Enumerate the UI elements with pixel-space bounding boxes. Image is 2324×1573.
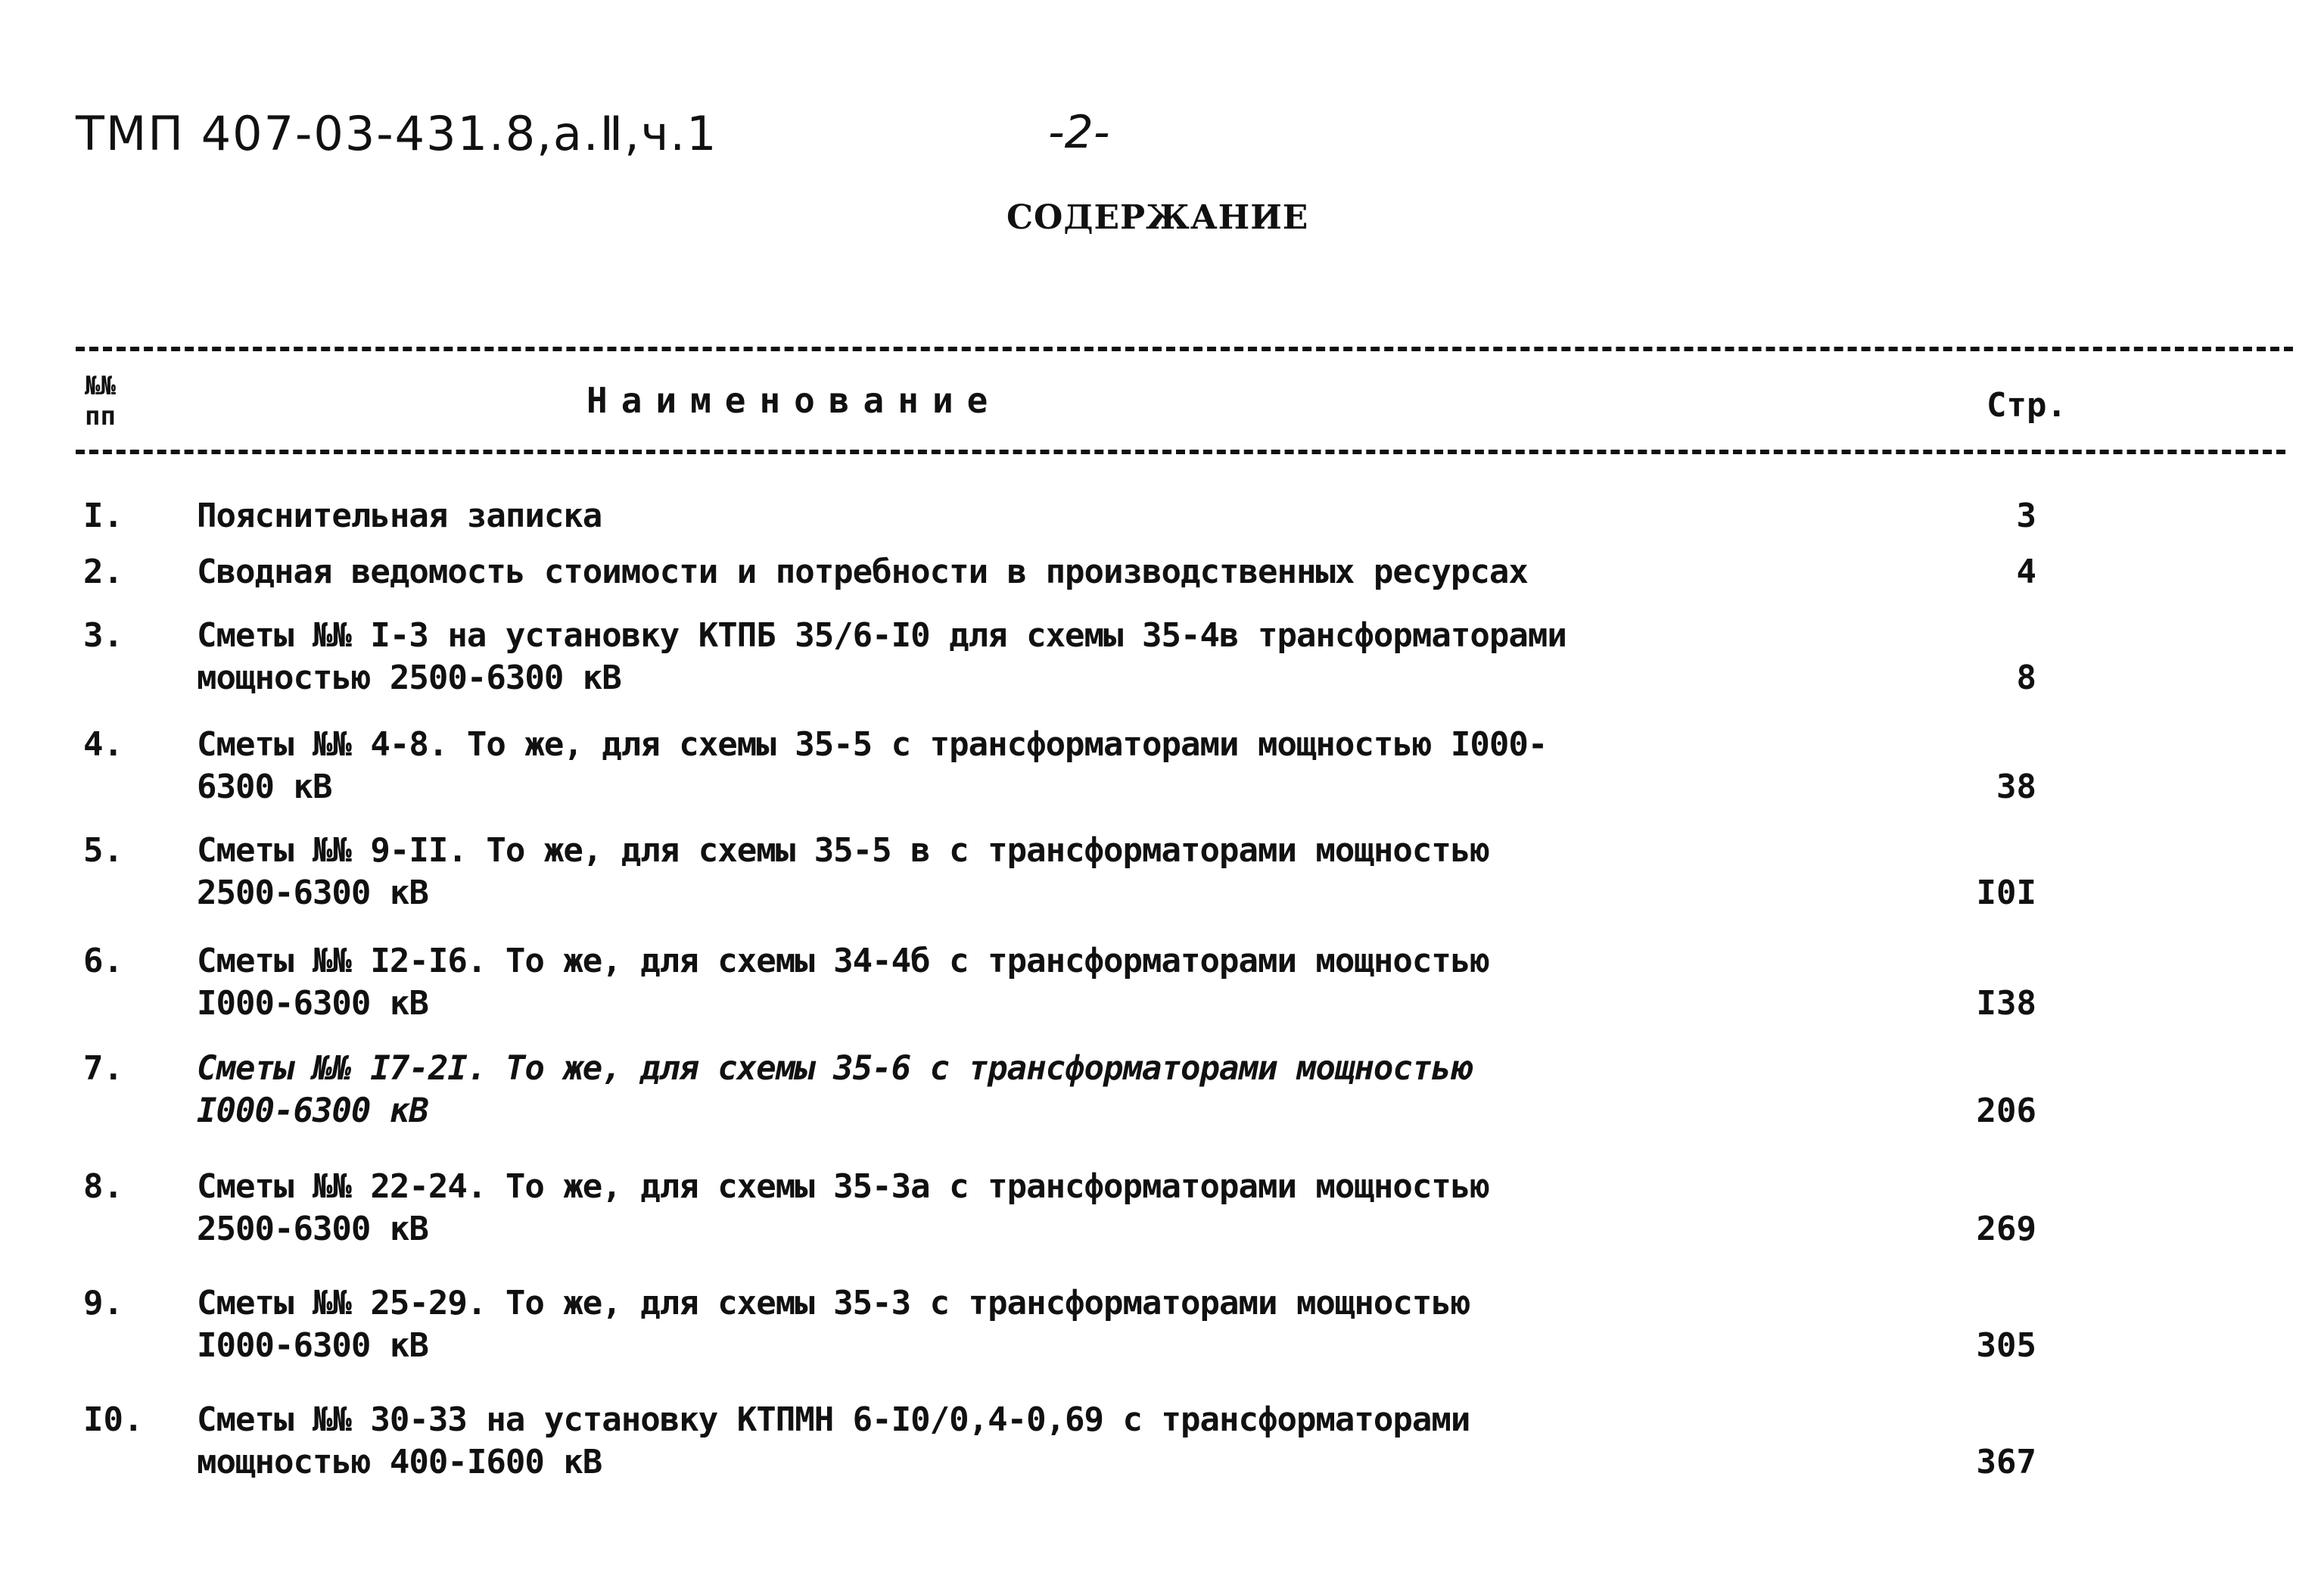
- row-title: Сметы №№ 9-II. То же, для схемы 35-5 в с трансформаторами мощностью 2500-6300 кВ: [197, 831, 1489, 912]
- row-title: Сметы №№ 4-8. То же, для схемы 35-5 с трансформаторами мощностью I000- 6300 кВ: [197, 725, 1548, 806]
- column-header-page: Стр.: [1986, 386, 2067, 425]
- row-number: 3.: [83, 616, 123, 655]
- page-number: -2-: [1048, 106, 1110, 159]
- row-page: 367: [1976, 1443, 2036, 1481]
- row-title: Сметы №№ 30-33 на установку КТПМН 6-I0/0,4-0,69 с трансформаторами мощностью 400-I600 кВ: [197, 1400, 1470, 1481]
- row-page: 305: [1976, 1326, 2036, 1365]
- row-title: Пояснительная записка: [197, 497, 602, 535]
- row-number: I0.: [83, 1400, 144, 1439]
- row-page: 3: [2016, 497, 2036, 535]
- table-header-divider: [76, 450, 2285, 454]
- row-number: 9.: [83, 1284, 123, 1322]
- row-number: 7.: [83, 1049, 123, 1088]
- row-number: I.: [83, 497, 123, 535]
- row-title: Сметы №№ 22-24. То же, для схемы 35-3а с трансформаторами мощностью 2500-6300 кВ: [197, 1167, 1489, 1248]
- table-top-divider: [76, 347, 2293, 351]
- row-page: I0I: [1976, 874, 2036, 912]
- row-page: 269: [1976, 1210, 2036, 1248]
- column-header-name: Наименование: [586, 380, 1002, 421]
- row-title: Сметы №№ 25-29. То же, для схемы 35-3 с трансформаторами мощностью I000-6300 кВ: [197, 1284, 1470, 1365]
- row-number: 4.: [83, 725, 123, 764]
- document-title: СОДЕРЖАНИЕ: [1006, 198, 1309, 237]
- row-page: 206: [1976, 1092, 2036, 1130]
- row-number: 6.: [83, 942, 123, 980]
- row-title: Сметы №№ I2-I6. То же, для схемы 34-4б с трансформаторами мощностью I000-6300 кВ: [197, 942, 1489, 1023]
- column-header-number: №№ пп: [85, 371, 116, 431]
- row-page: 38: [1996, 768, 2036, 806]
- row-title: Сметы №№ I7-2I. То же, для схемы 35-6 с трансформаторами мощностью I000-6300 кВ: [197, 1049, 1470, 1130]
- row-title: Сметы №№ I-3 на установку КТПБ 35/6-I0 для схемы 35-4в трансформаторами мощностью 2500-6300 кВ: [197, 616, 1566, 697]
- row-number: 8.: [83, 1167, 123, 1206]
- row-number: 2.: [83, 553, 123, 591]
- row-page: 8: [2016, 659, 2036, 697]
- document-code: ТМП 407-03-431.8,а.Ⅱ,ч.1: [76, 106, 718, 161]
- row-title: Сводная ведомость стоимости и потребности в производственных ресурсах: [197, 553, 1528, 591]
- row-page: 4: [2016, 553, 2036, 591]
- row-page: I38: [1976, 984, 2036, 1023]
- row-number: 5.: [83, 831, 123, 870]
